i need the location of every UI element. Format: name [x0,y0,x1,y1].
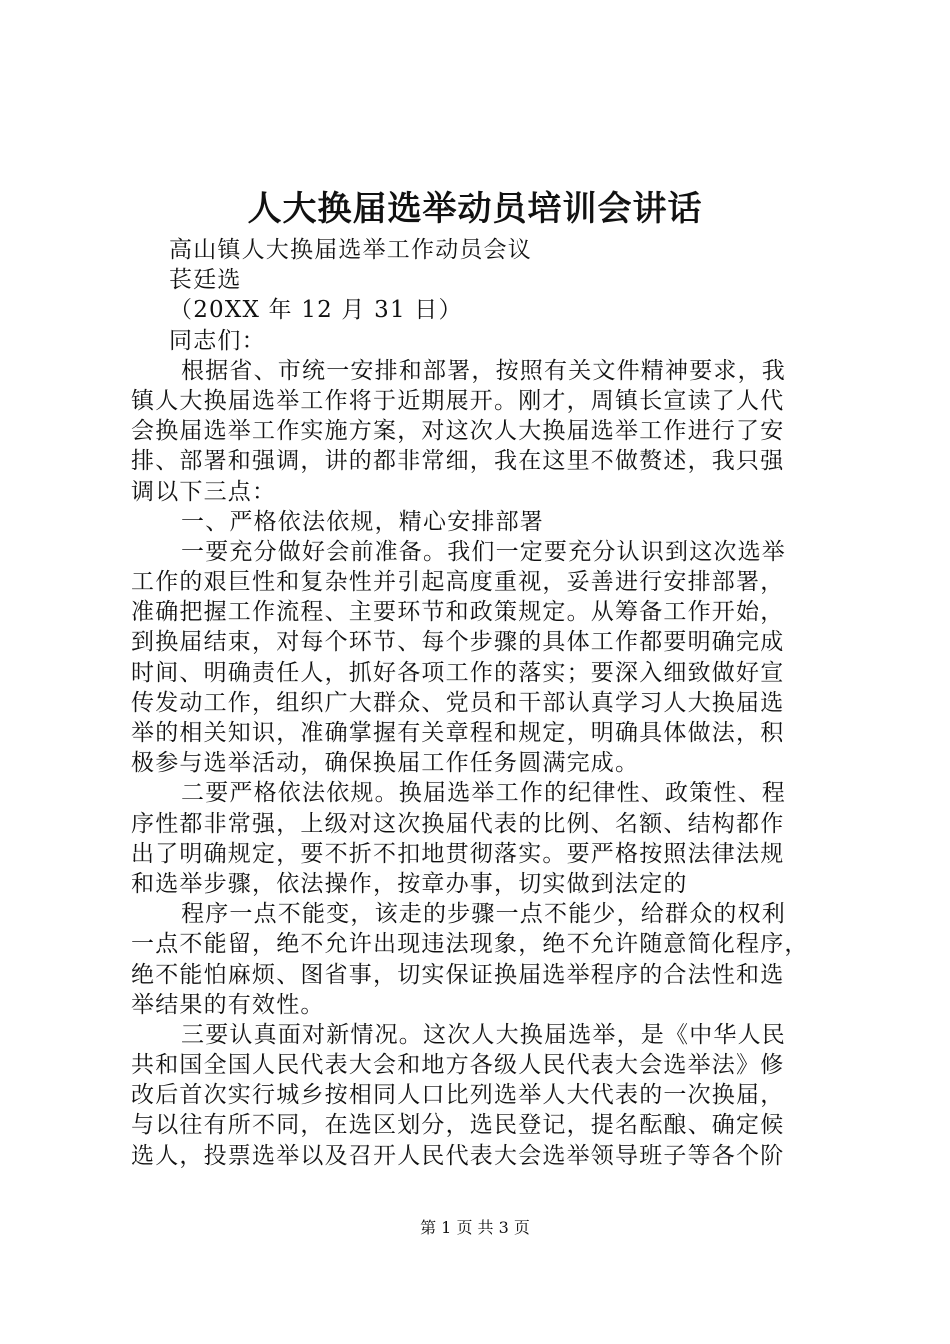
text-line: 时间、明确责任人，抓好各项工作的落实；要深入细致做好宣 [131,659,785,686]
text-line: 工作的艰巨性和复杂性并引起高度重视，妥善进行安排部署， [131,569,785,596]
text-line: 举的相关知识，准确掌握有关章程和规定，明确具体做法，积 [131,720,785,746]
text-line: 一要充分做好会前准备。我们一定要充分认识到这次选举 [181,538,786,565]
text-line: 三要认真面对新情况。这次人大换届选举，是《中华人民 [181,1021,786,1048]
text-line: 改后首次实行城乡按相同人口比列选举人大代表的一次换届， [131,1082,785,1109]
document-title: 人大换届选举动员培训会讲话 [247,189,703,229]
text-line: 会换届选举工作实施方案，对这次人大换届选举工作进行了安 [131,418,785,445]
speech-date: （20XX 年 12 月 31 日） [169,297,463,324]
text-line: 程序一点不能变，该走的步骤一点不能少，给群众的权利 [181,901,786,928]
text-line: 与以往有所不同，在选区划分，选民登记，提名酝酿、确定候 [131,1112,785,1139]
meeting-name: 高山镇人大换届选举工作动员会议 [169,237,532,263]
text-line: 出了明确规定，要不折不扣地贯彻落实。要严格按照法律法规 [131,840,785,867]
document-body [131,235,843,1171]
text-line: 序性都非常强，上级对这次换届代表的比例、名额、结构都作 [131,810,785,837]
text-line: 到换届结束，对每个环节、每个步骤的具体工作都要明确完成 [131,629,785,656]
text-line: 准确把握工作流程、主要环节和政策规定。从筹备工作开始， [131,599,785,626]
speaker-name: 苌廷选 [169,267,242,294]
text-line: 举结果的有效性。 [131,991,325,1018]
text-line: 选人，投票选举以及召开人民代表大会选举领导班子等各个阶 [131,1142,785,1169]
text-line: 二要严格依法依规。换届选举工作的纪律性、政策性、程 [181,780,786,807]
text-line: 一点不能留，绝不允许出现违法现象，绝不允许随意简化程序， [131,931,809,958]
text-line: 和选举步骤，依法操作，按章办事，切实做到法定的 [131,870,688,897]
text-line: 极参与选举活动，确保换届工作任务圆满完成。 [131,750,640,777]
section-heading: 一、严格依法依规，精心安排部署 [181,508,544,535]
text-line: 调以下三点： [131,478,277,505]
text-line: 根据省、市统一安排和部署，按照有关文件精神要求，我 [181,357,786,384]
page-footer: 第 1 页 共 3 页 [420,1218,530,1237]
text-line: 排、部署和强调，讲的都非常细，我在这里不做赘述，我只强 [131,448,785,475]
salutation: 同志们： [169,327,266,354]
text-line: 镇人大换届选举工作将于近期展开。刚才，周镇长宣读了人代 [131,387,785,414]
text-line: 共和国全国人民代表大会和地方各级人民代表大会选举法》修 [131,1052,785,1079]
text-line: 绝不能怕麻烦、图省事，切实保证换届选举程序的合法性和选 [131,961,785,988]
text-line: 传发动工作，组织广大群众、党员和干部认真学习人大换届选 [131,689,785,716]
